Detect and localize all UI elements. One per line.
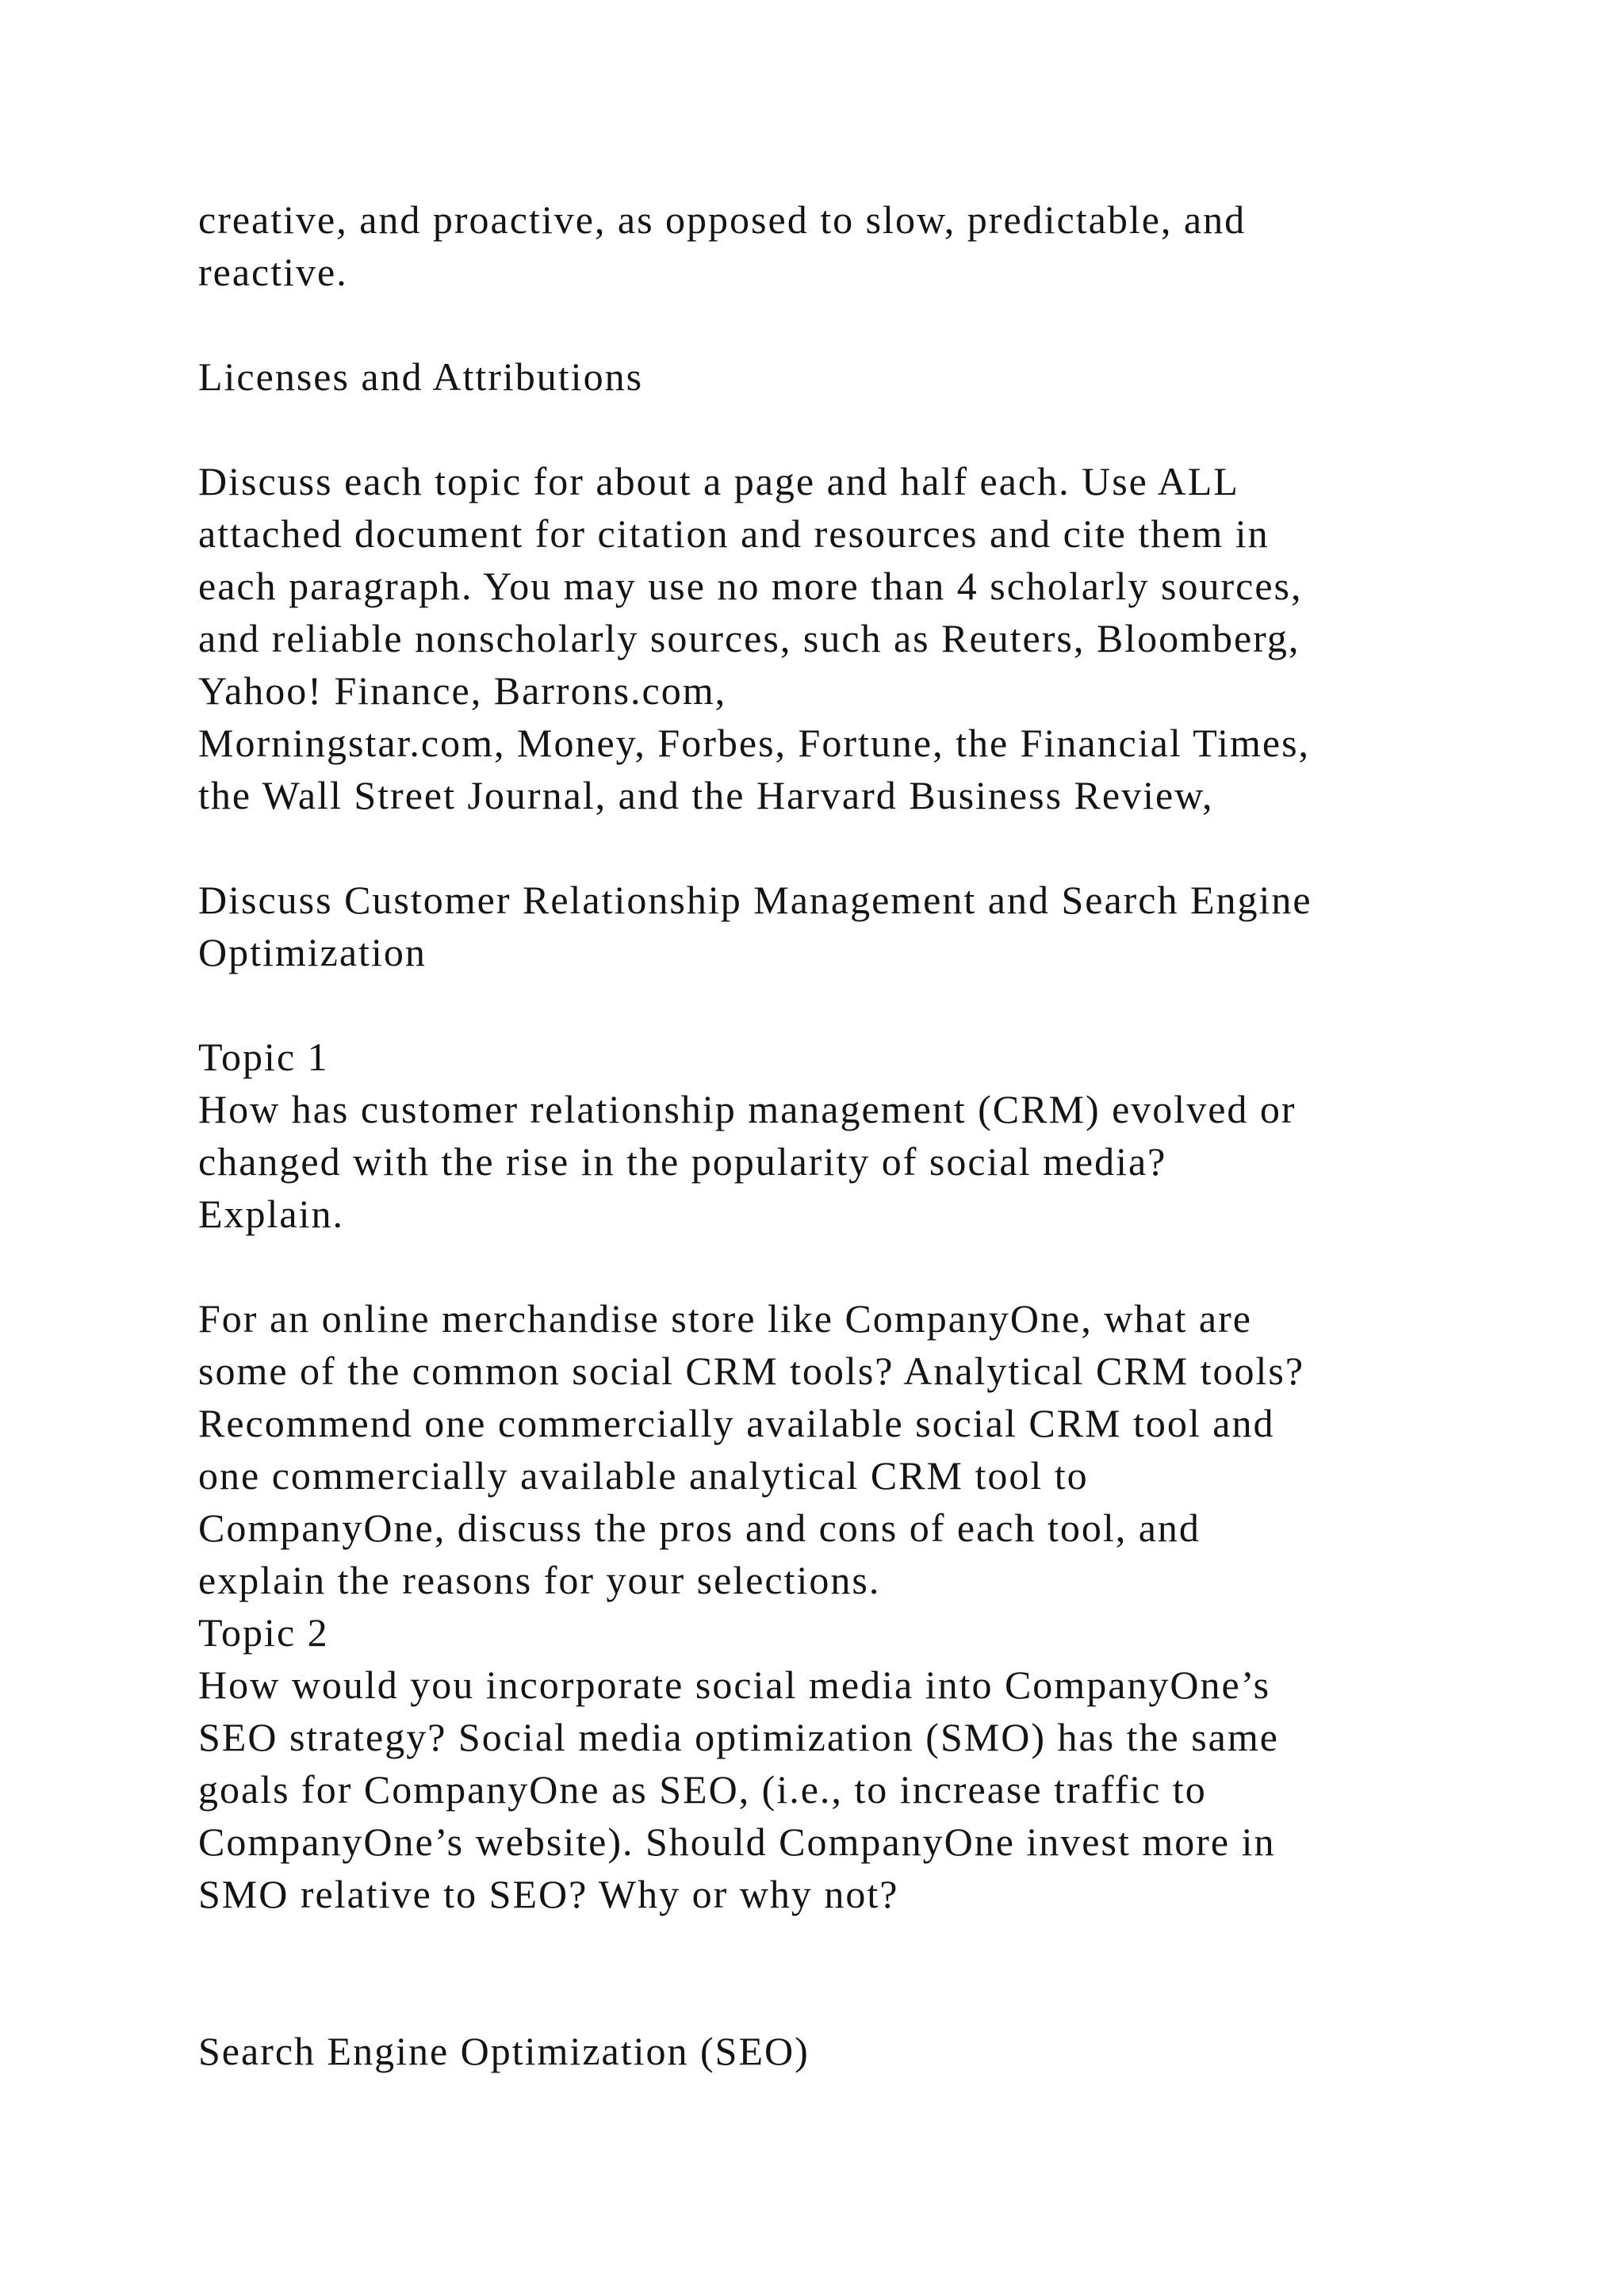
text-line: and reliable nonscholarly sources, such as Reuters, Bloomberg, (198, 616, 1300, 660)
text-line: goals for CompanyOne as SEO, (i.e., to increase traffic to (198, 1767, 1207, 1812)
text-line: Morningstar.com, Money, Forbes, Fortune, the Financial Times, (198, 721, 1311, 765)
blank-line (198, 1973, 1546, 2025)
document-body (198, 193, 1546, 2077)
text-line: the Wall Street Journal, and the Harvard Business Review, (198, 773, 1214, 817)
blank-line (198, 1920, 1546, 1973)
text-line: Discuss each topic for about a page and half each. Use ALL (198, 459, 1239, 503)
text-line: some of the common social CRM tools? Analytical CRM tools? (198, 1349, 1305, 1393)
text-line: Discuss Customer Relationship Management and Search Engine (198, 878, 1312, 922)
topic-2-heading: Topic 2 (198, 1610, 329, 1655)
text-line: Optimization (198, 930, 427, 974)
text-line: SEO strategy? Social media optimization (SMO) has the same (198, 1715, 1279, 1759)
text-line: How would you incorporate social media into CompanyOne’s (198, 1663, 1271, 1707)
text-line: Yahoo! Finance, Barrons.com, (198, 668, 727, 713)
text-line: changed with the rise in the popularity of social media? (198, 1139, 1167, 1184)
text-line: CompanyOne’s website). Should CompanyOne invest more in (198, 1820, 1276, 1864)
blank-line (198, 978, 1546, 1031)
text-line: explain the reasons for your selections. (198, 1558, 881, 1602)
text-line: For an online merchandise store like CompanyOne, what are (198, 1296, 1252, 1341)
text-line: each paragraph. You may use no more than 4 scholarly sources, (198, 564, 1303, 608)
blank-line (198, 1240, 1546, 1292)
text-line: CompanyOne, discuss the pros and cons of each tool, and (198, 1506, 1201, 1550)
text-line: attached document for citation and resources and cite them in (198, 511, 1270, 556)
text-line: SMO relative to SEO? Why or why not? (198, 1872, 899, 1916)
text-line: creative, and proactive, as opposed to slow, predictable, and (198, 197, 1247, 242)
text-line: Explain. (198, 1192, 345, 1236)
text-line: How has customer relationship management (CRM) evolved or (198, 1087, 1297, 1131)
text-line: reactive. (198, 250, 348, 294)
section-heading-licenses: Licenses and Attributions (198, 354, 644, 399)
topic-1-heading: Topic 1 (198, 1035, 329, 1079)
text-line: Recommend one commercially available social CRM tool and (198, 1401, 1275, 1445)
blank-line (198, 403, 1546, 455)
section-heading-seo: Search Engine Optimization (SEO) (198, 2029, 810, 2073)
blank-line (198, 298, 1546, 350)
blank-line (198, 821, 1546, 874)
text-line: one commercially available analytical CRM tool to (198, 1453, 1089, 1498)
